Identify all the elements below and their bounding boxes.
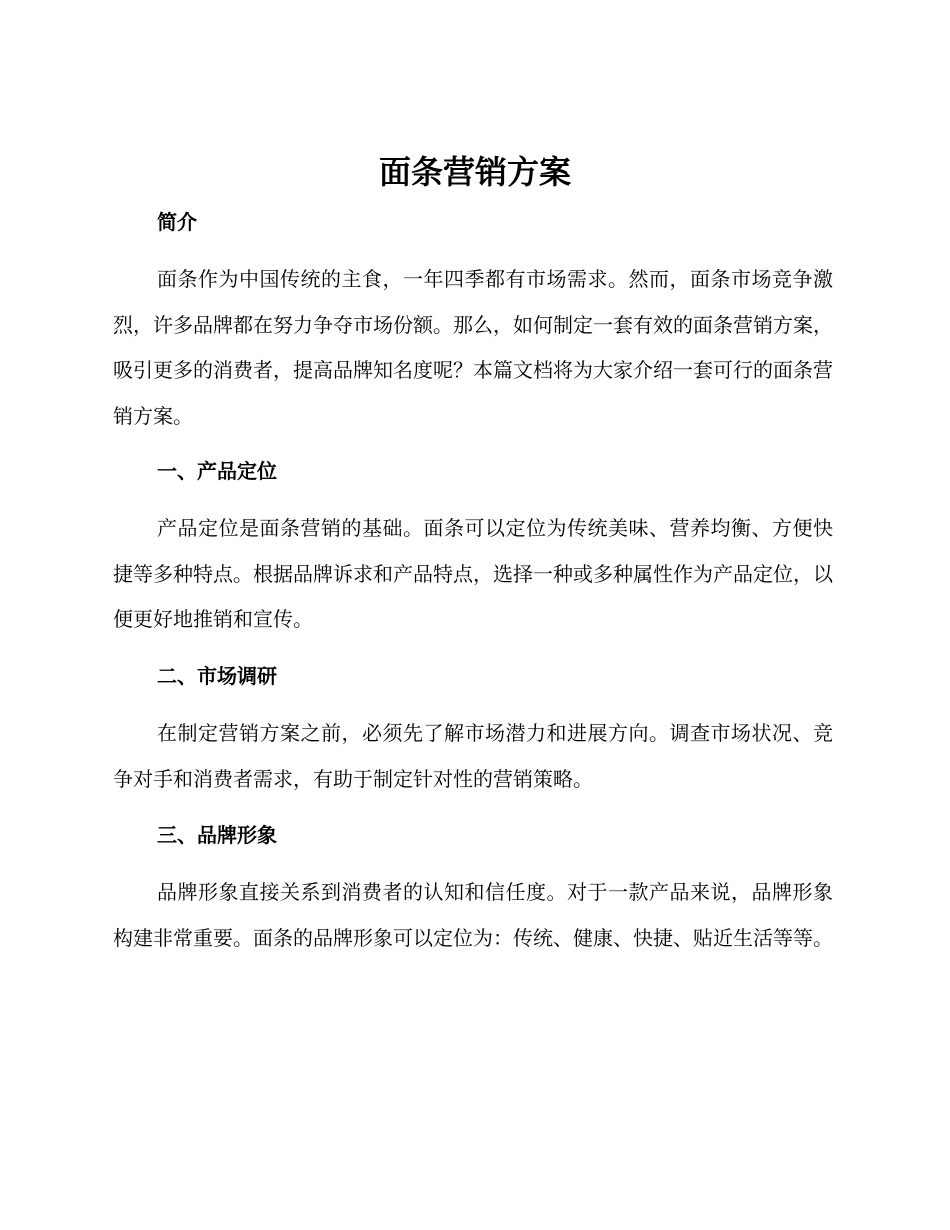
section-paragraph-intro: 面条作为中国传统的主食，一年四季都有市场需求。然而，面条市场竞争激烈，许多品牌都在努力争夺市场份额。那么，如何制定一套有效的面条营销方案，吸引更多的消费者，提高品牌知名度呢？本篇文档将为大家介绍一套可行的面条营销方案。 — [113, 267, 833, 428]
section-paragraph-market-research: 在制定营销方案之前，必须先了解市场潜力和进展方向。调查市场状况、竞争对手和消费者需求，有助于制定针对性的营销策略。 — [113, 721, 833, 791]
section-heading-brand-image: 三、品牌形象 — [157, 823, 277, 847]
section-heading-intro: 简介 — [157, 210, 197, 234]
section-heading-market-research: 二、市场调研 — [157, 664, 277, 688]
section-paragraph-product-positioning: 产品定位是面条营销的基础。面条可以定位为传统美味、营养均衡、方便快捷等多种特点。根据品牌诉求和产品特点，选择一种或多种属性作为产品定位，以便更好地推销和宣传。 — [113, 516, 833, 631]
section-heading-product-positioning: 一、产品定位 — [157, 459, 277, 483]
document-title: 面条营销方案 — [378, 153, 571, 191]
section-paragraph-brand-image: 品牌形象直接关系到消费者的认知和信任度。对于一款产品来说，品牌形象构建非常重要。面条的品牌形象可以定位为：传统、健康、快捷、贴近生活等等。 — [113, 880, 833, 950]
